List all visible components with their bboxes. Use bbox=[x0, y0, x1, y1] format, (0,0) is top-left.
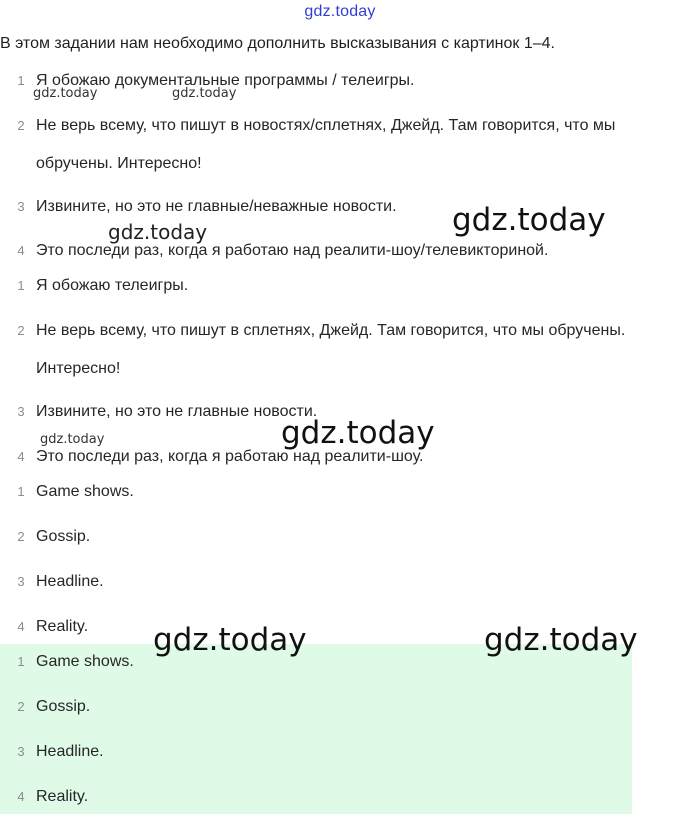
item-text: Headline. bbox=[36, 743, 104, 760]
item-text: Game shows. bbox=[36, 483, 134, 500]
item-text: Не верь всему, что пишут в новостях/сплетнях, Джейд. Там говорится, что мы обручены. Интересно! bbox=[36, 117, 616, 172]
item-text: Извините, но это не главные новости. bbox=[36, 403, 318, 420]
item-text: Это последи раз, когда я работаю над реалити-шоу. bbox=[36, 448, 424, 465]
site-logo[interactable]: gdz.today bbox=[304, 3, 376, 20]
item-text: Не верь всему, что пишут в сплетнях, Джейд. Там говорится, что мы обручены. Интересно! bbox=[36, 322, 626, 377]
item-number: 3 bbox=[17, 574, 25, 589]
watermark: gdz.today bbox=[172, 86, 237, 101]
item-number: 1 bbox=[17, 484, 25, 499]
item-number: 4 bbox=[17, 243, 25, 258]
item-text: Я обожаю документальные программы / телеигры. bbox=[36, 72, 415, 89]
item-text: Gossip. bbox=[36, 528, 91, 545]
item-number: 4 bbox=[17, 789, 25, 804]
item-text: Reality. bbox=[36, 618, 89, 635]
item-text: Я обожаю телеигры. bbox=[36, 277, 189, 294]
item-number: 1 bbox=[17, 73, 25, 88]
watermark: gdz.today bbox=[484, 622, 638, 658]
watermark: gdz.today bbox=[452, 202, 606, 238]
watermark: gdz.today bbox=[281, 415, 435, 451]
item-number: 2 bbox=[17, 699, 25, 714]
watermark: gdz.today bbox=[153, 622, 307, 658]
item-number: 2 bbox=[17, 118, 25, 133]
item-number: 1 bbox=[17, 654, 25, 669]
watermark: gdz.today bbox=[33, 86, 98, 101]
item-text: Reality. bbox=[36, 788, 89, 805]
task-intro: В этом задании нам необходимо дополнить высказывания с картинок 1–4. bbox=[0, 35, 555, 52]
item-number: 1 bbox=[17, 278, 25, 293]
item-text: Game shows. bbox=[36, 653, 134, 670]
item-number: 2 bbox=[17, 529, 25, 544]
item-number: 3 bbox=[17, 199, 25, 214]
watermark: gdz.today bbox=[40, 432, 105, 447]
item-number: 4 bbox=[17, 619, 25, 634]
watermark: gdz.today bbox=[108, 220, 208, 244]
item-text: Извините, но это не главные/неважные новости. bbox=[36, 198, 397, 215]
item-text: Headline. bbox=[36, 573, 104, 590]
item-number: 2 bbox=[17, 323, 25, 338]
item-text: Gossip. bbox=[36, 698, 91, 715]
item-number: 3 bbox=[17, 404, 25, 419]
item-text: Это последи раз, когда я работаю над реалити-шоу/телевикториной. bbox=[36, 242, 549, 259]
item-number: 3 bbox=[17, 744, 25, 759]
item-number: 4 bbox=[17, 449, 25, 464]
